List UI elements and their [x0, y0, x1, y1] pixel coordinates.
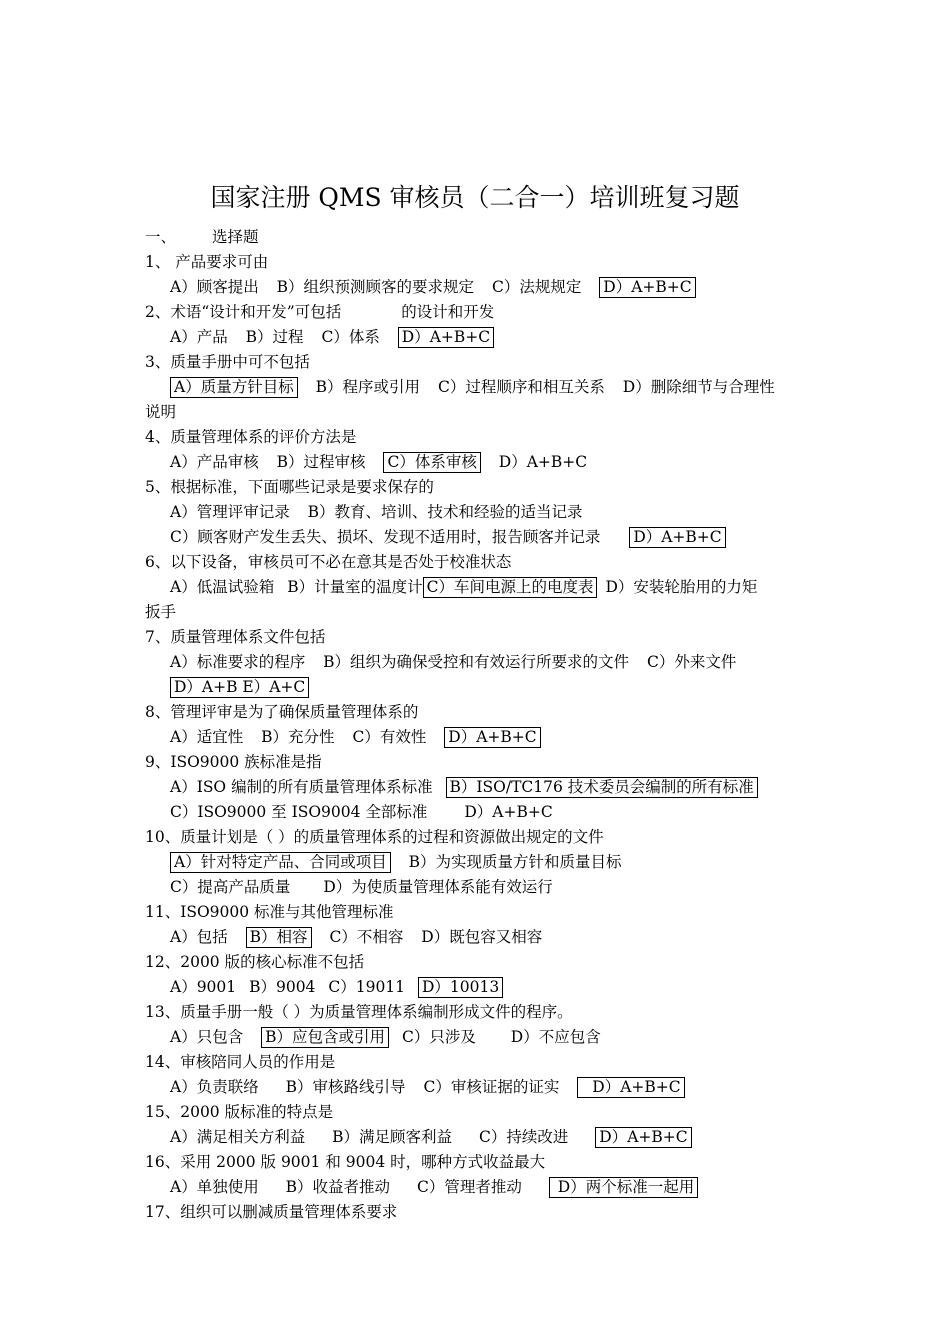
document-title: 国家注册 QMS 审核员（二合一）培训班复习题 — [210, 183, 740, 212]
section-heading — [145, 225, 259, 250]
q8-answer-d: D）A+B+C — [444, 727, 540, 748]
q14-option-a: A）负责联络 — [170, 1078, 259, 1096]
q14-option-c: C）审核证据的证实 — [423, 1078, 560, 1096]
question-3-stem: 3、质量手册中可不包括 — [145, 353, 310, 371]
q7-option-c: C）外来文件 — [646, 653, 737, 671]
q12-option-b: B）9004 — [249, 978, 316, 996]
question-13-stem: 13、质量手册一般（ ）为质量管理体系编制形成文件的程序。 — [145, 1003, 573, 1021]
q6-option-b: B）计量室的温度计 — [287, 578, 423, 596]
question-15-stem: 15、2000 版标准的特点是 — [145, 1103, 334, 1121]
q7-answer-de: D）A+B E）A+C — [170, 677, 309, 698]
q1-option-b: B）组织预测顾客的要求规定 — [276, 278, 475, 296]
question-10-options-row1 — [170, 850, 622, 875]
q9-answer-b: B）ISO/TC176 技术委员会编制的所有标准 — [446, 777, 758, 798]
q5-option-c: C）顾客财产发生丢失、损坏、发现不适用时，报告顾客并记录 — [170, 528, 601, 546]
question-9-options-row1 — [170, 775, 758, 800]
q11-option-d: D）既包容又相容 — [421, 928, 543, 946]
q6-option-d-continued: 扳手 — [145, 603, 177, 621]
q10-option-c: C）提高产品质量 — [170, 878, 291, 896]
q12-option-c: C）19011 — [328, 978, 406, 996]
question-4-stem: 4、质量管理体系的评价方法是 — [145, 428, 357, 446]
question-11-stem: 11、ISO9000 标准与其他管理标准 — [145, 903, 394, 921]
question-15-options — [170, 1125, 692, 1150]
q10-option-b: B）为实现质量方针和质量目标 — [408, 853, 622, 871]
q13-option-c: C）只涉及 — [401, 1028, 476, 1046]
q15-option-c: C）持续改进 — [478, 1128, 569, 1146]
q15-answer-d: D）A+B+C — [595, 1127, 691, 1148]
question-6-options — [170, 575, 757, 600]
q14-option-b: B）审核路线引导 — [285, 1078, 406, 1096]
q13-option-d: D）不应包含 — [510, 1028, 601, 1046]
q6-option-a: A）低温试验箱 — [170, 578, 275, 596]
question-5-stem: 5、根据标准，下面哪些记录是要求保存的 — [145, 478, 434, 496]
question-2-stem — [145, 300, 494, 325]
q3-option-d: D）删除细节与合理性 — [622, 378, 775, 396]
q5-answer-d: D）A+B+C — [629, 527, 725, 548]
question-1-stem: 1、 产品要求可由 — [145, 253, 269, 271]
q2-option-b: B）过程 — [245, 328, 304, 346]
question-1-options — [170, 275, 696, 300]
q12-answer-d: D）10013 — [418, 977, 503, 998]
q13-option-a: A）只包含 — [170, 1028, 244, 1046]
q9-option-a: A）ISO 编制的所有质量管理体系标准 — [170, 778, 433, 796]
q11-option-a: A）包括 — [170, 928, 228, 946]
q11-answer-b: B）相容 — [246, 927, 312, 948]
q1-option-a: A）顾客提出 — [170, 278, 259, 296]
q14-answer-d: D）A+B+C — [577, 1077, 684, 1098]
section-label: 选择题 — [212, 228, 259, 246]
q3-answer-a: A）质量方针目标 — [170, 377, 298, 398]
question-16-options — [170, 1175, 698, 1200]
q9-option-d: D）A+B+C — [464, 803, 553, 821]
question-7-stem: 7、质量管理体系文件包括 — [145, 628, 326, 646]
q15-option-b: B）满足顾客利益 — [332, 1128, 453, 1146]
q16-answer-d: D）两个标准一起用 — [549, 1177, 698, 1198]
q3-option-c: C）过程顺序和相互关系 — [437, 378, 605, 396]
q2-answer-d: D）A+B+C — [398, 327, 494, 348]
question-4-options — [170, 450, 587, 475]
question-10-stem: 10、质量计划是（ ）的质量管理体系的过程和资源做出规定的文件 — [145, 828, 604, 846]
question-3-options — [170, 375, 775, 400]
q9-option-c: C）ISO9000 至 ISO9004 全部标准 — [170, 803, 428, 821]
question-2-options — [170, 325, 494, 350]
q6-option-d: D）安装轮胎用的力矩 — [605, 578, 758, 596]
q1-answer-d: D）A+B+C — [599, 277, 695, 298]
q4-option-b: B）过程审核 — [276, 453, 366, 471]
q6-answer-c: C）车间电源上的电度表 — [423, 577, 598, 598]
q7-option-a: A）标准要求的程序 — [170, 653, 306, 671]
q10-answer-a: A）针对特定产品、合同或项目 — [170, 852, 391, 873]
q3-option-d-continued: 说明 — [145, 403, 177, 421]
question-12-stem: 12、2000 版的核心标准不包括 — [145, 953, 365, 971]
q16-option-a: A）单独使用 — [170, 1178, 259, 1196]
question-17-stem: 17、组织可以删减质量管理体系要求 — [145, 1203, 398, 1221]
q4-option-d: D）A+B+C — [498, 453, 588, 471]
q15-option-a: A）满足相关方利益 — [170, 1128, 306, 1146]
q10-option-d: D）为使质量管理体系能有效运行 — [323, 878, 553, 896]
question-9-stem: 9、ISO9000 族标准是指 — [145, 753, 322, 771]
question-12-options — [170, 975, 503, 1000]
question-6-stem: 6、以下设备，审核员可不必在意其是否处于校准状态 — [145, 553, 512, 571]
q11-option-c: C）不相容 — [329, 928, 404, 946]
q2-option-a: A）产品 — [170, 328, 228, 346]
question-14-stem: 14、审核陪同人员的作用是 — [145, 1053, 336, 1071]
q5-option-b: B）教育、培训、技术和经验的适当记录 — [307, 503, 583, 521]
q8-option-b: B）充分性 — [261, 728, 335, 746]
q13-answer-b: B）应包含或引用 — [261, 1027, 389, 1048]
q2-option-c: C）体系 — [321, 328, 380, 346]
question-10-options-row2 — [170, 875, 553, 900]
q8-option-c: C）有效性 — [352, 728, 427, 746]
q4-answer-c: C）体系审核 — [383, 452, 480, 473]
q3-option-b: B）程序或引用 — [315, 378, 421, 396]
q16-option-b: B）收益者推动 — [285, 1178, 391, 1196]
question-8-options — [170, 725, 541, 750]
question-5-options-row1 — [170, 500, 583, 525]
q2-stem-text: 2、术语“设计和开发”可包括 — [145, 303, 342, 321]
q2-stem-tail: 的设计和开发 — [401, 303, 495, 321]
q5-option-a: A）管理评审记录 — [170, 503, 290, 521]
q7-option-b: B）组织为确保受控和有效运行所要求的文件 — [323, 653, 630, 671]
section-number: 一、 — [145, 228, 177, 246]
question-9-options-row2 — [170, 800, 553, 825]
question-8-stem: 8、管理评审是为了确保质量管理体系的 — [145, 703, 419, 721]
q16-option-c: C）管理者推动 — [416, 1178, 522, 1196]
q8-option-a: A）适宜性 — [170, 728, 244, 746]
q4-option-a: A）产品审核 — [170, 453, 259, 471]
q12-option-a: A）9001 — [170, 978, 237, 996]
question-5-options-row2 — [170, 525, 726, 550]
question-11-options — [170, 925, 542, 950]
q1-option-c: C）法规规定 — [491, 278, 582, 296]
question-7-options-row1 — [170, 650, 736, 675]
question-13-options — [170, 1025, 601, 1050]
question-7-options-row2 — [170, 675, 309, 700]
question-14-options — [170, 1075, 685, 1100]
question-16-stem: 16、采用 2000 版 9001 和 9004 时，哪种方式收益最大 — [145, 1153, 546, 1171]
